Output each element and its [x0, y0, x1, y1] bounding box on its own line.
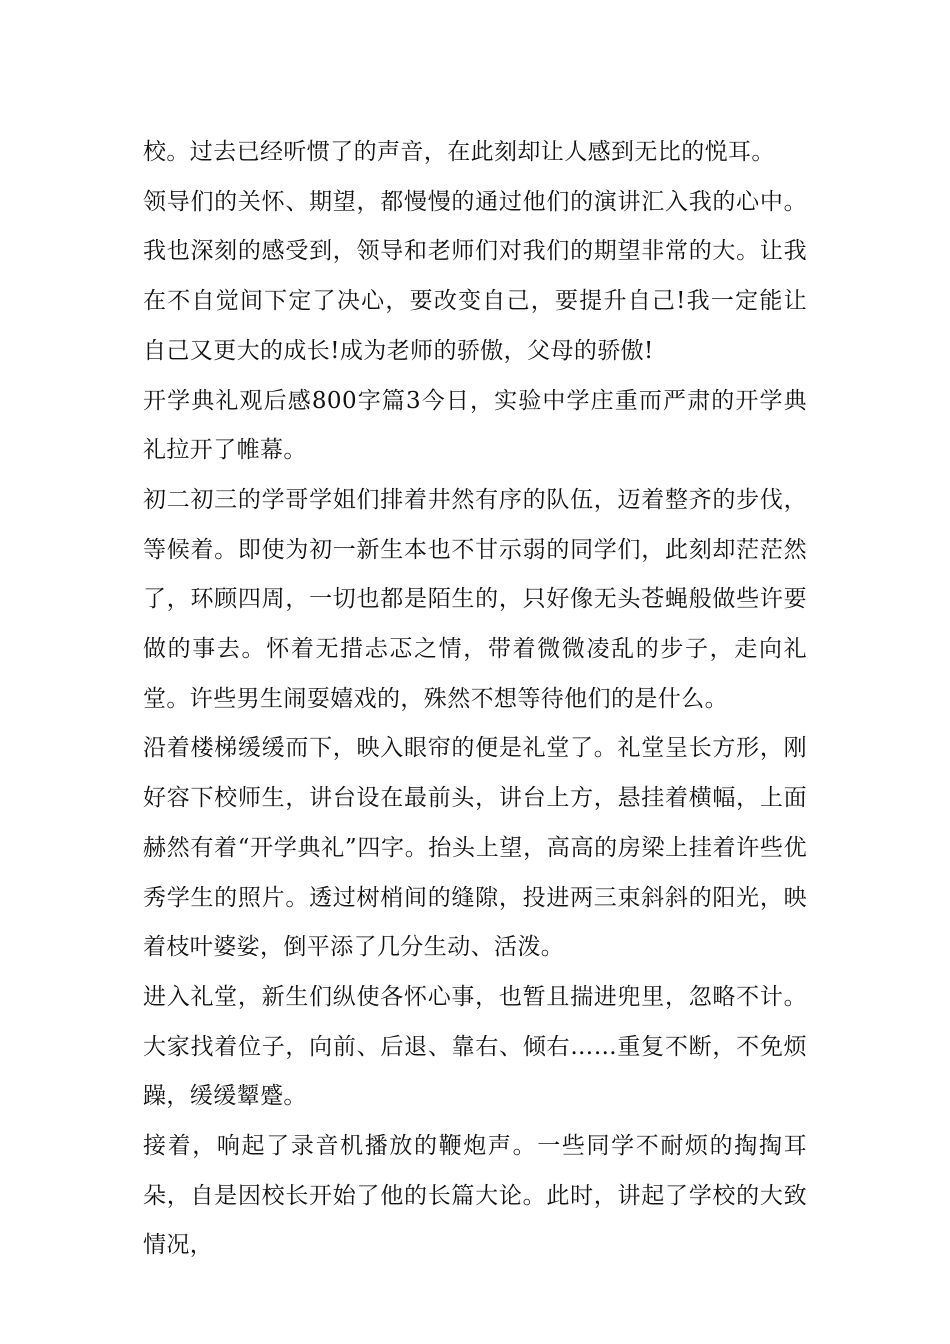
paragraph: 沿着楼梯缓缓而下，映入眼帘的便是礼堂了。礼堂呈长方形，刚好容下校师生，讲台设在最前头，讲台上方，悬挂着横幅，上面赫然有着“开学典礼”四字。抬头上望，高高的房梁上挂着许些优秀学生的照片。透过树梢间的缝隙，投进两三束斜斜的阳光，映着枝叶婆娑，倒平添了几分生动、活泼。 — [143, 735, 807, 961]
document-body — [143, 128, 807, 1271]
paragraph: 初二初三的学哥学姐们排着井然有序的队伍，迈着整齐的步伐，等候着。即使为初一新生本也不甘示弱的同学们，此刻却茫茫然了，环顾四周，一切也都是陌生的，只好像无头苍蝇般做些许要做的事去。怀着无措忐忑之情，带着微微凌乱的步子，走向礼堂。许些男生闹耍嬉戏的，殊然不想等待他们的是什么。 — [143, 486, 807, 712]
paragraph: 开学典礼观后感800字篇3今日，实验中学庄重而严肃的开学典礼拉开了帷幕。 — [143, 387, 807, 464]
paragraph: 领导们的关怀、期望，都慢慢的通过他们的演讲汇入我的心中。我也深刻的感受到，领导和老师们对我们的期望非常的大。让我在不自觉间下定了决心，要改变自己，要提升自己!我一定能让自己又更大的成长!成为老师的骄傲，父母的骄傲! — [143, 188, 807, 364]
paragraph: 接着，响起了录音机播放的鞭炮声。一些同学不耐烦的掏掏耳朵，自是因校长开始了他的长篇大论。此时，讲起了学校的大致情况， — [143, 1133, 807, 1259]
paragraph: 校。过去已经听惯了的声音，在此刻却让人感到无比的悦耳。 — [143, 139, 775, 165]
paragraph: 进入礼堂，新生们纵使各怀心事，也暂且揣进兜里，忽略不计。大家找着位子，向前、后退、靠右、倾右……重复不断，不免烦躁，缓缓颦蹙。 — [143, 983, 807, 1110]
